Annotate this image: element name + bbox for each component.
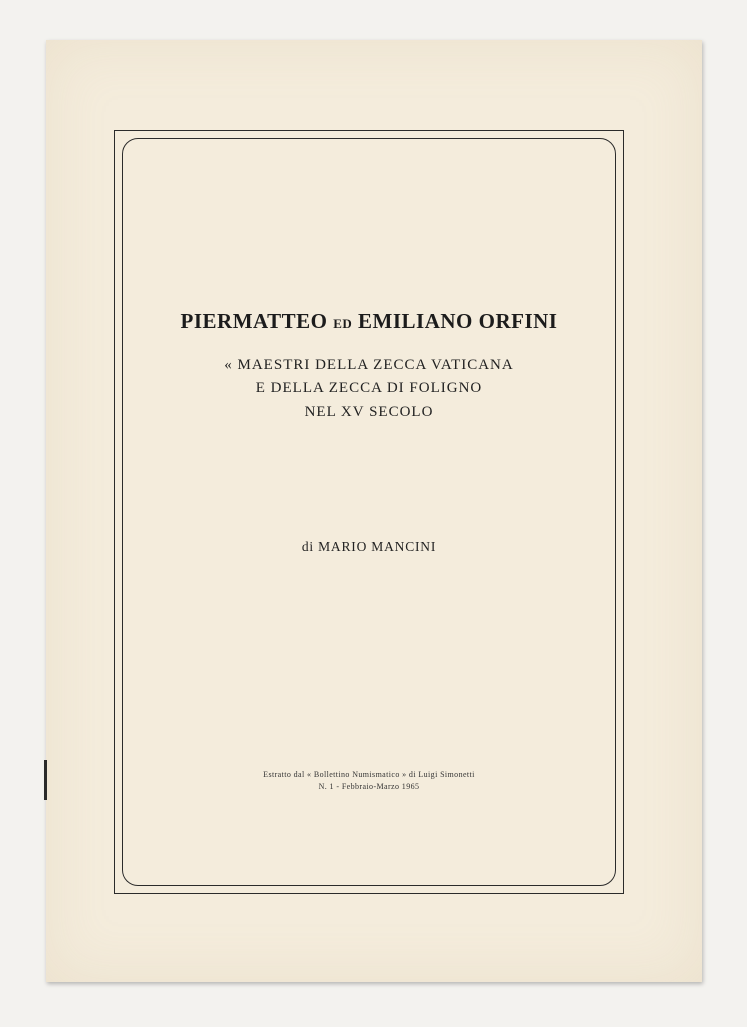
title-part1: PIERMATTEO [180, 309, 328, 333]
author-line: di MARIO MANCINI [301, 539, 437, 554]
subtitle-line-2: E DELLA ZECCA DI FOLIGNO [255, 380, 483, 396]
title-part2: EMILIANO ORFINI [358, 309, 558, 333]
subtitle-line-3: NEL XV SECOLO [304, 404, 434, 420]
imprint-line-1: Estratto dal « Bollettino Numismatico » di Luigi Simonetti [263, 770, 475, 779]
cover-title [114, 309, 624, 334]
imprint-line-2: N. 1 - Febbraio-Marzo 1965 [318, 782, 420, 791]
subtitle-line-1: « MAESTRI DELLA ZECCA VATICANA [224, 357, 514, 373]
staple-mark [44, 760, 47, 800]
title-connector: ED [333, 316, 353, 331]
